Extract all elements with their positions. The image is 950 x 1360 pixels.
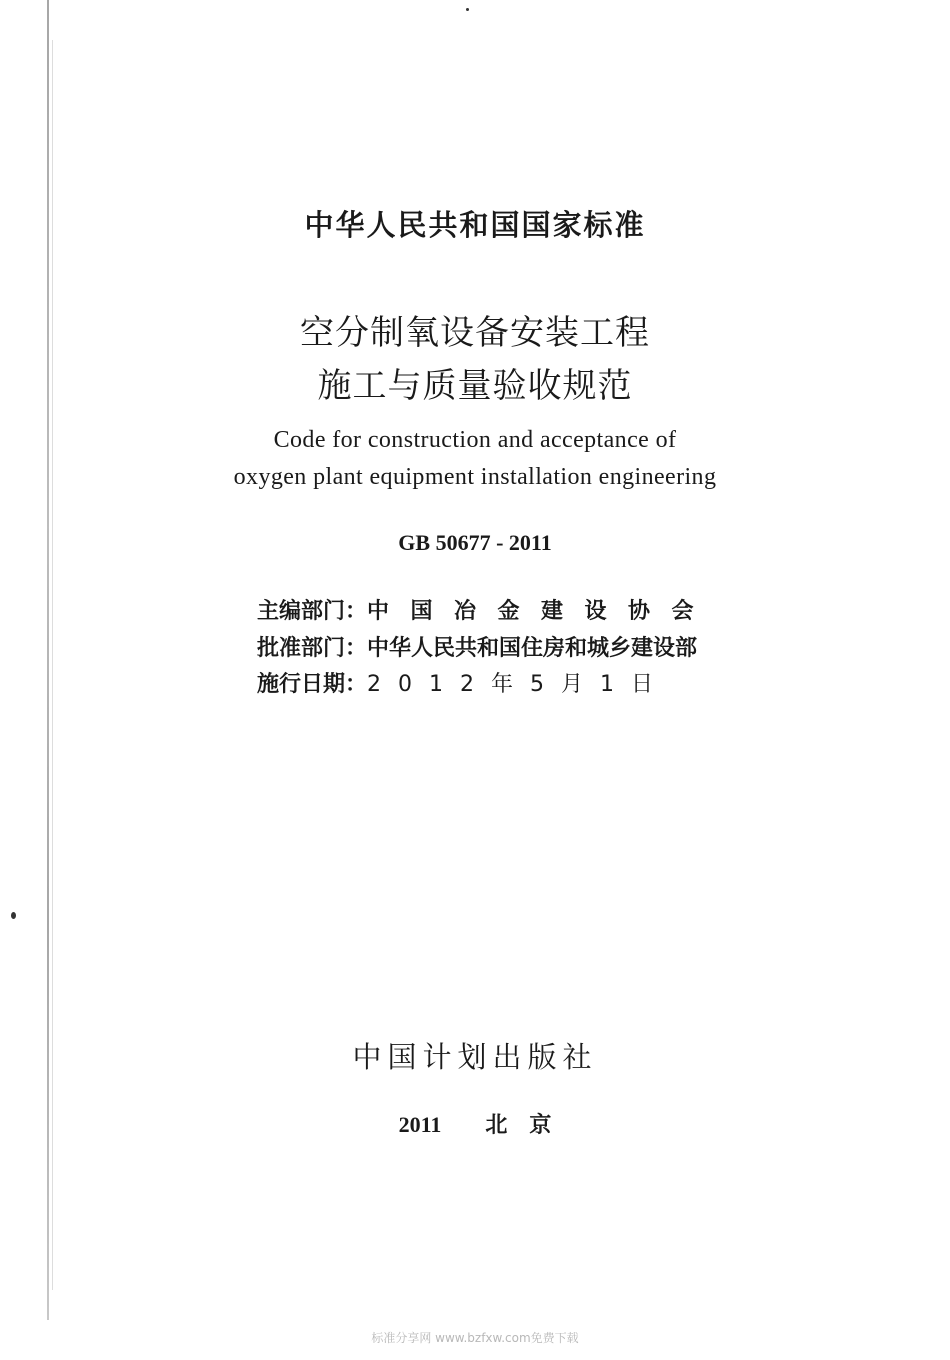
publication-place [0,1108,950,1139]
approval-row [257,631,747,662]
chief-editor-row [257,594,747,625]
standard-code: GB 50677 - 2011 [398,530,552,555]
document-title-line-1: 空分制氧设备安装工程 [300,313,650,353]
english-title-line-1: Code for construction and acceptance of [273,427,677,453]
scan-speck [11,912,16,919]
publication-city: 北 京 [485,1112,552,1137]
approval-label: 批准部门： [257,636,368,661]
watermark-text: 标准分享网 www.bzfxw.com免费下载 [371,1331,579,1345]
scan-speck [466,8,469,11]
effective-date-row [257,667,747,698]
approval-value: 中华人民共和国住房和城乡建设部 [367,636,698,661]
effective-date-value: 2012年5月1日 [367,672,670,697]
chief-editor-value: 中国冶金建设协会 [367,599,716,624]
publisher-name: 中国计划出版社 [352,1040,598,1074]
english-title-line-2: oxygen plant equipment installation engineering [233,464,717,490]
publication-year: 2011 [398,1112,442,1137]
chief-editor-label: 主编部门： [257,599,368,624]
effective-date-label: 施行日期： [257,672,368,697]
document-title-line-2: 施工与质量验收规范 [317,366,633,406]
standard-series-title: 中华人民共和国国家标准 [304,208,646,242]
